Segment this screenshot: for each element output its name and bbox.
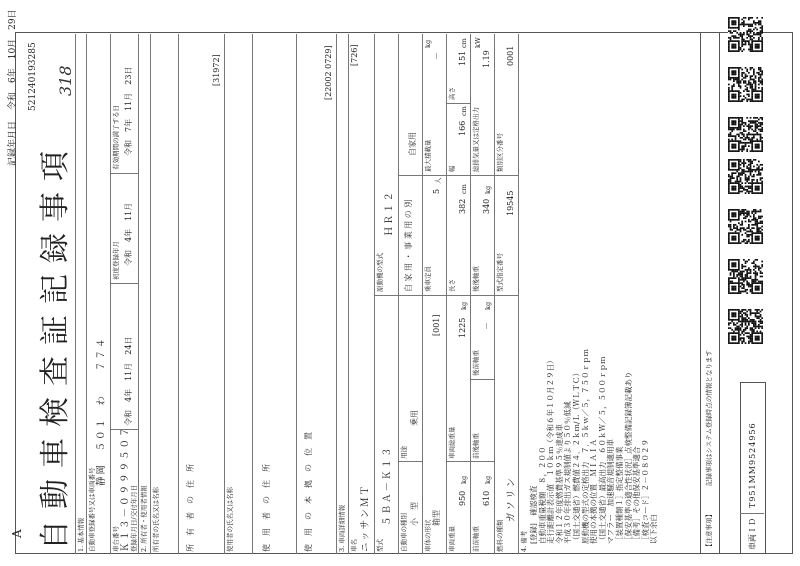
kind-value: 小 型 (410, 502, 419, 526)
engine-label: 原動機の型式 (376, 253, 384, 292)
width-label: 幅 (448, 165, 456, 172)
vin-label: 車台番号 (112, 526, 120, 552)
purpose-label: 自 家 用 ・ 事 業 用 の 別 (404, 199, 413, 292)
capacity-label: 乗車定員 (424, 266, 432, 292)
gross-weight-unit: kg (460, 301, 468, 310)
max-load-value: － (432, 52, 441, 60)
displacement-value: 1.19 (482, 50, 491, 68)
use-value: 乗用 (410, 410, 419, 426)
displacement-label: 総排気量又は定格出力 (472, 107, 480, 172)
fuel-value: ガソリン (506, 475, 517, 522)
qr-code-6 (728, 259, 763, 294)
car-name-label: 車名 (350, 539, 358, 552)
weight-value: 950 (458, 490, 467, 506)
owner-address-label: 所 有 者 の 住 所 (186, 464, 195, 552)
handwritten-number: 318 (56, 65, 75, 96)
body-value: 箱型 (432, 510, 441, 526)
qr-code-3 (728, 117, 763, 152)
front-axle-value: 610 (482, 490, 491, 506)
front-rear-axle-value: － (482, 322, 491, 330)
first-date-label: 初度登録年月 (112, 241, 120, 280)
front-rear-axle-label: 前後軸重 (472, 433, 480, 459)
weight-label: 車両重量 (448, 526, 456, 552)
capacity-value: 5 (432, 188, 441, 194)
first-reg-value: 令和 4年 11月 24日 (124, 336, 133, 426)
displacement-unit: kW (474, 37, 482, 48)
basic-info-heading: 1. 基本情報 (77, 517, 85, 552)
record-date-label: 記録年月日 (8, 120, 18, 166)
owner-code: [31972] (212, 54, 221, 86)
length-value: 382 (458, 198, 467, 214)
kind-label: 自動車の種別 (400, 513, 408, 552)
body-label: 車体の形状 (424, 519, 432, 552)
height-value: 151 (458, 50, 467, 66)
expiry-value: 令和 7年 11月 23日 (124, 66, 133, 156)
length-label: 長さ (448, 279, 456, 292)
gross-weight-value: 1225 (458, 317, 467, 338)
front-axle-label: 前前軸重 (472, 526, 480, 552)
owner-name-label: 所有者の氏名又は名称 (152, 487, 160, 552)
model-label: 型式 (376, 539, 384, 552)
rear-rear-axle-unit: kg (484, 185, 492, 194)
car-id-label: 車両ＩＤ (748, 518, 757, 550)
capacity-unit: 人 (434, 177, 442, 184)
front-axle-unit: kg (484, 475, 492, 484)
fuel-label: 燃料の種類 (496, 519, 504, 552)
expiry-label: 有効期間の満了する日 (112, 105, 120, 170)
qr-code-2 (728, 67, 763, 102)
width-unit: cm (460, 106, 468, 116)
model-value: ５ＢＡ－Ｋ１３ (382, 445, 393, 526)
user-address-label: 使 用 者 の 住 所 (262, 464, 271, 552)
first-date-value: 令和 4年 11月 (124, 202, 133, 266)
engine-value: ＨＲ１２ (384, 189, 395, 236)
base-location-code: [22002 0729] (324, 45, 333, 100)
rear-front-axle-label: 後前軸重 (472, 350, 480, 376)
vehicle-heading: 3. 車両詳細情報 (338, 504, 346, 552)
max-load-unit: kg (424, 39, 432, 48)
reg-number-label: 自動車登録番号又は車両番号 (88, 467, 96, 552)
document-number: 5212401932​85 (28, 42, 38, 111)
car-name-code: [726] (350, 44, 359, 66)
weight-unit: kg (460, 475, 468, 484)
class-number-label: 類別区分番号 (496, 133, 504, 172)
use-label: 用途 (400, 446, 408, 459)
car-name-value: ニッサンＭＴ (360, 483, 371, 552)
length-unit: cm (460, 184, 468, 194)
qr-code-4 (728, 159, 763, 194)
type-number-label: 型式指定番号 (496, 253, 504, 292)
class-number-value: 0001 (506, 45, 515, 66)
reg-number-value: 静岡 ５０１ わ ７７４ (96, 336, 107, 486)
owner-heading: 2. 所有者・使用者情報 (140, 485, 148, 552)
vin-value: Ｋ１３－０９９９５０７ (120, 425, 131, 552)
width-value: 166 (458, 120, 467, 136)
first-reg-label: 登録年月日/交付年月日 (130, 484, 138, 552)
rear-rear-axle-value: 340 (482, 198, 491, 214)
notes-text: [登録] 確認検査 自動車重量税額 ８，２００ 走行距離計表示値 １０ｋｍ（令和６年１０月２９日） 令和１２年度燃費基準９５％達成車 平成３０年排出ガス規制値より５０％低減 （国土交通省）燃費値２４．２ｋｍ/Ｌ（ＷＬＴＣ） 原動機の型式の定格出力 ７．５ｋｗ／５，７５０ｒｐｍ 使用の本拠の位置 ＭＩＡＩＡ （国土交通省）最高出力 ６０ｋＷ／５，５００ｒｐｍ マフラー 加速騒音規制適用車 ［装置種類１］指定整備事業 ［保安基準の適合性状況］点検整備記録簿記載あり ［備考］その他保安基準適合 ［検査コード］２－０８０２９ 以下余白 (529, 349, 659, 544)
gross-weight-label: 車両総重量 (448, 426, 456, 459)
rear-rear-axle-label: 後後軸重 (472, 266, 480, 292)
notice-text: 記録事項はシステム登録時点の情報となります (705, 350, 713, 486)
qr-code-5 (728, 209, 763, 244)
notice-heading: 【注意事項】 (705, 511, 713, 550)
document-title: 自動車検査証記録事項 (38, 140, 73, 550)
record-date-value: 令和 6年 10月 29日 (8, 9, 18, 110)
car-id-value: T951MM9524956 (748, 422, 757, 508)
base-location-label: 使 用 の 本 拠 の 位 置 (304, 432, 313, 552)
qr-code-7 (728, 309, 763, 344)
front-rear-axle-unit: kg (484, 301, 492, 310)
section-letter: A (10, 529, 24, 538)
max-load-label: 最大積載量 (424, 139, 432, 172)
qr-code-1 (728, 17, 763, 52)
height-unit: cm (460, 38, 468, 48)
height-label: 高さ (448, 87, 456, 100)
user-name-label: 使用者の氏名又は名称 (226, 487, 234, 552)
type-number-value: 19545 (506, 190, 515, 216)
purpose-value: 自家用 (408, 132, 417, 156)
body-code: [001] (432, 314, 441, 336)
notes-heading: 4. 備考 (520, 530, 528, 552)
